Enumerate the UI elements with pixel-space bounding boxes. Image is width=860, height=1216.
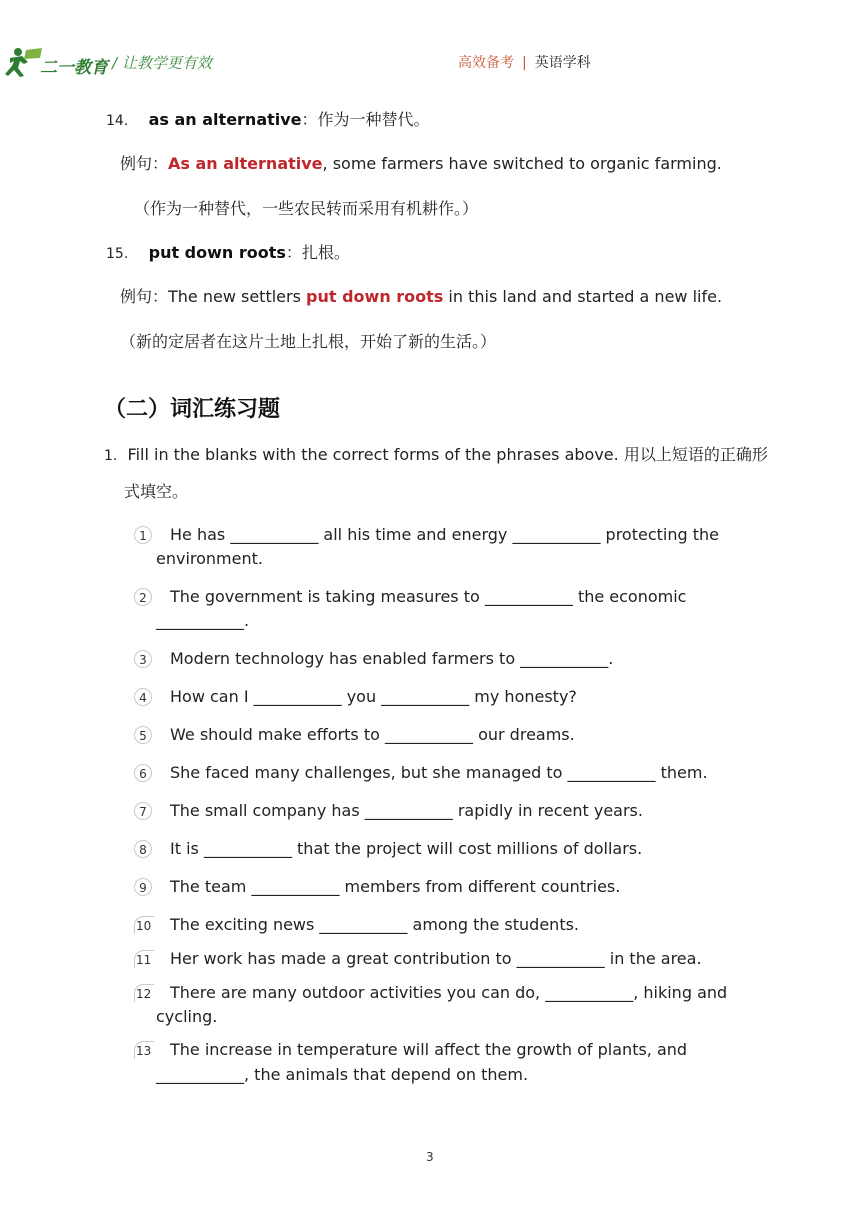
logo-text: 二一教育 bbox=[40, 58, 108, 78]
item-text: The increase in temperature will affect the growth of plants, and bbox=[170, 1040, 688, 1059]
instruction-line-1: Fill in the blanks with the correct forms of the phrases above. 用以上短语的正确形 bbox=[127, 445, 768, 464]
example-rest: , some farmers have switched to organic farming. bbox=[322, 154, 722, 173]
example-translation-14: （作为一种替代，一些农民转而采用有机耕作。） bbox=[134, 199, 479, 218]
brand-logo bbox=[4, 46, 110, 80]
header-divider: | bbox=[522, 55, 527, 71]
item-number-circle: 13 bbox=[134, 1041, 154, 1059]
item-text-cont: cycling. bbox=[156, 1007, 218, 1026]
instruction-line-2: 式填空。 bbox=[124, 482, 189, 501]
phrase-meaning: ：作为一种替代。 bbox=[301, 110, 430, 129]
phrase-number: 15. bbox=[106, 246, 129, 262]
item-text: There are many outdoor activities you can do, ___________, hiking and bbox=[170, 983, 728, 1002]
item-text: He has ___________ all his time and energy ___________ protecting the bbox=[170, 525, 719, 544]
phrase-term: put down roots bbox=[148, 243, 286, 262]
example-rest: in this land and started a new life. bbox=[443, 287, 723, 306]
item-text: It is ___________ that the project will cost millions of dollars. bbox=[170, 839, 643, 858]
example-prefix: 例句：The new settlers bbox=[120, 287, 307, 306]
item-text: Her work has made a great contribution to ___________ in the area. bbox=[170, 949, 702, 968]
item-number-circle: 6 bbox=[134, 764, 152, 782]
header-tag: 高效备考 bbox=[458, 55, 514, 71]
item-text: We should make efforts to ___________ our dreams. bbox=[170, 725, 575, 744]
item-number-circle: 5 bbox=[134, 726, 152, 744]
item-number-circle: 2 bbox=[134, 588, 152, 606]
item-text: The exciting news ___________ among the students. bbox=[170, 915, 580, 934]
example-highlight: As an alternative bbox=[168, 154, 323, 173]
item-text: The government is taking measures to ___________ the economic bbox=[170, 587, 687, 606]
exercise-number: 1. bbox=[104, 448, 118, 464]
item-number-circle: 10 bbox=[134, 916, 154, 934]
item-number-circle: 8 bbox=[134, 840, 152, 858]
item-text-cont: ___________, the animals that depend on them. bbox=[156, 1065, 529, 1084]
example-highlight: put down roots bbox=[306, 287, 444, 306]
phrase-number: 14. bbox=[106, 113, 129, 129]
item-number-circle: 11 bbox=[134, 950, 154, 968]
phrase-meaning: ：扎根。 bbox=[285, 243, 350, 262]
item-text-cont: environment. bbox=[156, 549, 263, 568]
item-number-circle: 9 bbox=[134, 878, 152, 896]
example-prefix: 例句： bbox=[120, 154, 169, 173]
item-text: The team ___________ members from different countries. bbox=[170, 877, 621, 896]
item-text: Modern technology has enabled farmers to ___________. bbox=[170, 649, 614, 668]
phrase-entry-15 bbox=[106, 243, 350, 264]
item-number-circle: 7 bbox=[134, 802, 152, 820]
item-number-circle: 4 bbox=[134, 688, 152, 706]
item-text: She faced many challenges, but she managed to ___________ them. bbox=[170, 763, 708, 782]
header-subject-name: 英语学科 bbox=[534, 55, 591, 71]
item-text-cont: ___________. bbox=[156, 611, 250, 630]
phrase-entry-14 bbox=[106, 110, 430, 131]
phrase-term: as an alternative bbox=[148, 110, 302, 129]
item-number-circle: 12 bbox=[134, 984, 154, 1002]
header-slogan: / 让教学更有效 bbox=[112, 54, 212, 72]
item-number-circle: 1 bbox=[134, 526, 152, 544]
page-number: 3 bbox=[426, 1150, 434, 1164]
example-sentence-15 bbox=[120, 287, 722, 307]
section-title: （二）词汇练习题 bbox=[104, 397, 281, 422]
example-sentence-14 bbox=[120, 154, 722, 174]
example-translation-15: （新的定居者在这片土地上扎根，开始了新的生活。） bbox=[120, 332, 497, 351]
item-text: The small company has ___________ rapidly in recent years. bbox=[170, 801, 643, 820]
item-number-circle: 3 bbox=[134, 650, 152, 668]
item-text: How can I ___________ you ___________ my honesty? bbox=[170, 687, 577, 706]
header-subject bbox=[458, 52, 591, 72]
exercise-instruction bbox=[104, 445, 768, 466]
